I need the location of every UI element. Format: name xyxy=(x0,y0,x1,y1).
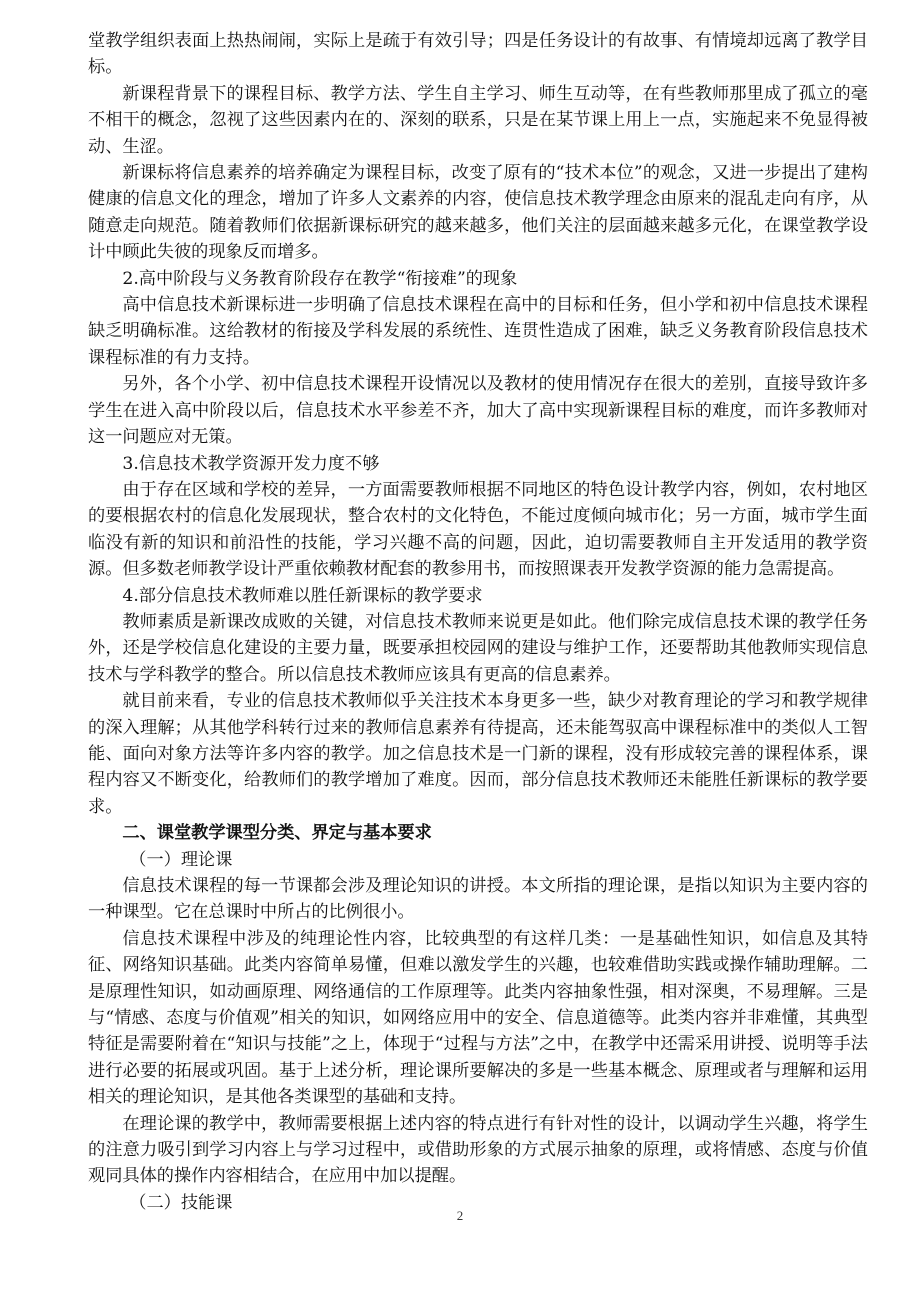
paragraph: 就目前来看，专业的信息技术教师似乎关注技术本身更多一些，缺少对教育理论的学习和教学规律的深入理解；从其他学科转行过来的教师信息素养有待提高，还未能驾驭高中课程标准中的类似人工智能、面向对象方法等许多内容的教学。加之信息技术是一门新的课程，没有形成较完善的课程体系，课程内容又不断变化，给教师们的教学增加了难度。因而，部分信息技术教师还未能胜任新课标的教学要求。 xyxy=(88,691,868,817)
paragraph: 另外，各个小学、初中信息技术课程开设情况以及教材的使用情况存在很大的差别，直接导致许多学生在进入高中阶段以后，信息技术水平参差不齐，加大了高中实现新课程目标的难度，而许多教师对这一问题应对无策。 xyxy=(88,374,868,448)
paragraph: 高中信息技术新课标进一步明确了信息技术课程在高中的目标和任务，但小学和初中信息技术课程缺乏明确标准。这给教材的衔接及学科发展的系统性、连贯性造成了困难，缺乏义务教育阶段信息技术课程标准的有力支持。 xyxy=(88,295,868,368)
subsection-heading-theory: （一）理论课 xyxy=(129,849,233,870)
paragraph: 由于存在区域和学校的差异，一方面需要教师根据不同地区的特色设计教学内容，例如，农村地区的要根据农村的信息化发展现状，整合农村的文化特色，不能过度倾向城市化；另一方面，城市学生面临没有新的知识和前沿性的技能，学习兴趣不高的问题，因此，迫切需要教师自主开发适用的教学资源。但多数老师教学设计严重依赖教材配套的教参用书，而按照课表开发教学资源的能力急需提高。 xyxy=(88,479,868,580)
section-heading-2: 2.高中阶段与义务教育阶段存在教学“衔接难”的现象 xyxy=(122,268,518,289)
paragraph: 信息技术课程中涉及的纯理论性内容，比较典型的有这样几类：一是基础性知识，如信息及其特征、网络知识基础。此类内容简单易懂，但难以激发学生的兴趣，也较难借助实践或操作辅助理解。二是原理性知识，如动画原理、网络通信的工作原理等。此类内容抽象性强，相对深奥，不易理解。三是与“情感、态度与价值观”相关的知识，如网络应用中的安全、信息道德等。此类内容并非难懂，其典型特征是需要附着在“知识与技能”之上，体现于“过程与方法”之中，在教学中还需采用讲授、说明等手法进行必要的拓展或巩固。基于上述分析，理论课所要解决的多是一些基本概念、原理或者与理解和运用相关的理论知识，是其他各类课型的基础和支持。 xyxy=(88,928,868,1108)
document-page xyxy=(88,28,868,1216)
page-number: 2 xyxy=(456,1208,464,1223)
section-heading-3: 3.信息技术教学资源开发力度不够 xyxy=(122,453,380,474)
subsection-heading-skills: （二）技能课 xyxy=(129,1192,233,1213)
paragraph: 信息技术课程的每一节课都会涉及理论知识的讲授。本文所指的理论课，是指以知识为主要内容的一种课型。它在总课时中所占的比例很小。 xyxy=(88,876,868,923)
paragraph: 在理论课的教学中，教师需要根据上述内容的特点进行有针对性的设计，以调动学生兴趣，将学生的注意力吸引到学习内容上与学习过程中，或借助形象的方式展示抽象的原理，或将情感、态度与价值观同具体的操作内容相结合，在应用中加以提醒。 xyxy=(88,1113,868,1187)
paragraph: 新课程背景下的课程目标、教学方法、学生自主学习、师生互动等，在有些教师那里成了孤立的毫不相干的概念，忽视了这些因素内在的、深刻的联系，只是在某节课上用上一点，实施起来不免显得被动、生涩。 xyxy=(88,83,868,157)
paragraph-continuation: 堂教学组织表面上热热闹闹，实际上是疏于有效引导；四是任务设计的有故事、有情境却远离了教学目标。 xyxy=(88,31,868,78)
paragraph: 教师素质是新课改成败的关键，对信息技术教师来说更是如此。他们除完成信息技术课的教学任务外，还是学校信息化建设的主要力量，既要承担校园网的建设与维护工作，还要帮助其他教师实现信息技术与学科教学的整合。所以信息技术教师应该具有更高的信息素养。 xyxy=(88,611,868,685)
chapter-heading: 二、课堂教学课型分类、界定与基本要求 xyxy=(122,823,432,844)
section-heading-4: 4.部分信息技术教师难以胜任新课标的教学要求 xyxy=(122,585,483,606)
paragraph: 新课标将信息素养的培养确定为课程目标，改变了原有的“技术本位”的观念，又进一步提出了建构健康的信息文化的理念，增加了许多人文素养的内容，使信息技术教学理念由原来的混乱走向有序，从随意走向规范。随着教师们依据新课标研究的越来越多，他们关注的层面越来越多元化，在课堂教学设计中顾此失彼的现象反而增多。 xyxy=(88,163,868,263)
